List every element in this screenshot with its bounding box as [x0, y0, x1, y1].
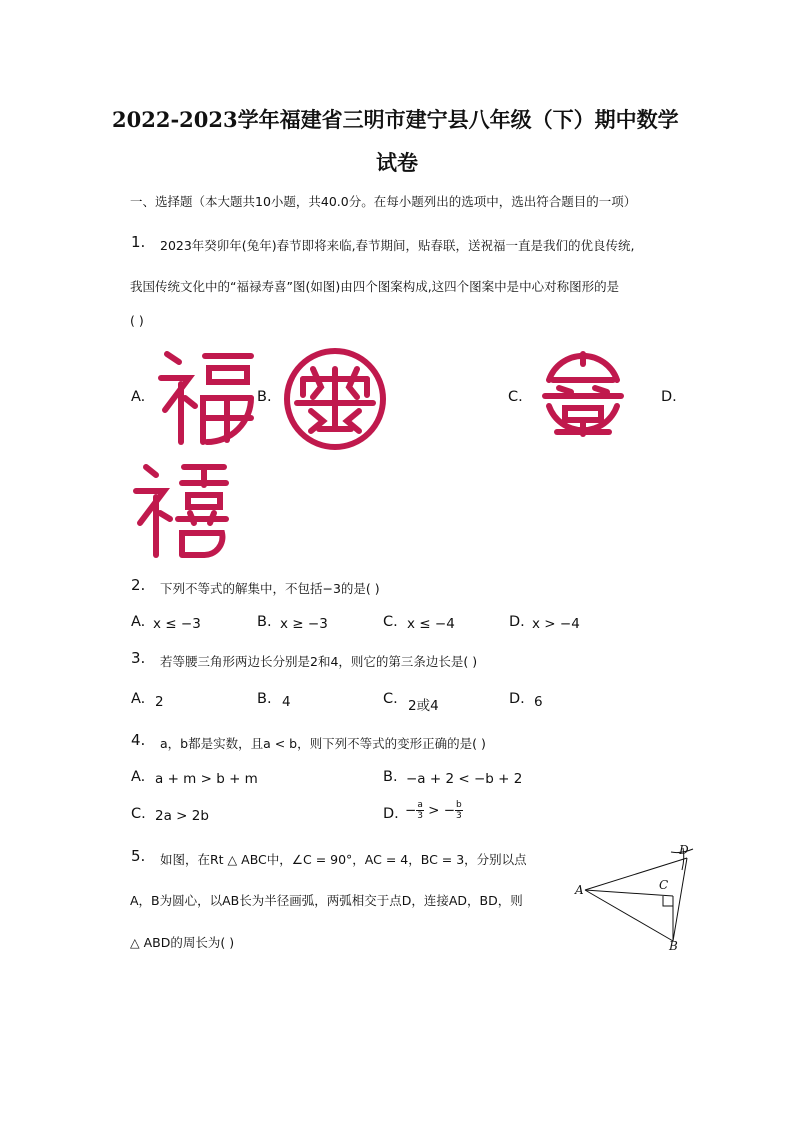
segment-ab [585, 890, 673, 941]
question-4-option-c-value: 2a > 2b [155, 808, 209, 824]
question-3-number: 3. [131, 649, 146, 667]
question-4-option-b-value: −a + 2 < −b + 2 [406, 771, 523, 787]
question-5-text-line2: A，B为圆心，以AB长为半径画弧，两弧相交于点D，连接AD，BD，则 [130, 893, 523, 908]
label-a: A [575, 883, 584, 897]
question-4-option-d-value: − $\frac{a}{3}$ > − $\frac{b}{3}$ [405, 800, 462, 821]
page-title-line2: 试卷 [376, 150, 418, 175]
fu-character-icon [155, 348, 255, 448]
xi-character-icon [132, 461, 226, 559]
question-5-text-line3: △ ABD的周长为( ) [130, 935, 235, 950]
question-3-option-c-label: C. [383, 691, 398, 707]
question-3-option-b-value: 4 [282, 694, 291, 710]
triangle-figure [575, 840, 705, 952]
question-1-option-c-label: C. [508, 389, 523, 405]
question-3-option-c-value: 2或4 [408, 698, 439, 714]
question-2-option-b-label: B. [257, 614, 272, 630]
label-d: D [679, 843, 689, 857]
question-2-option-a-label: A. [131, 614, 146, 630]
question-4-option-a-value: a + m > b + m [155, 771, 258, 787]
segment-db [673, 858, 687, 941]
question-5-text-line1: 如图，在Rt △ ABC中，∠C = 90°，AC = 4，BC = 3，分别以点 [160, 852, 527, 867]
label-c: C [659, 878, 669, 892]
segment-ad [585, 858, 687, 890]
question-2-option-a-value: x ≤ −3 [153, 616, 201, 632]
question-3-option-a-label: A. [131, 691, 146, 707]
question-3-option-a-value: 2 [155, 694, 164, 710]
fraction-b-over-3: $\frac{b}{3}$ [456, 800, 462, 821]
question-2-option-b-value: x ≥ −3 [280, 616, 328, 632]
question-4-text: a，b都是实数，且a < b，则下列不等式的变形正确的是( ) [160, 736, 486, 751]
right-angle-mark [663, 896, 673, 906]
question-4-option-c-label: C. [131, 806, 146, 822]
question-4-number: 4. [131, 731, 146, 749]
question-3-option-d-value: 6 [534, 694, 543, 710]
question-2-option-c-value: x ≤ −4 [407, 616, 455, 632]
question-3-text: 若等腰三角形两边长分别是2和4，则它的第三条边长是( ) [160, 654, 478, 669]
question-4-option-b-label: B. [383, 769, 398, 785]
question-3-option-b-label: B. [257, 691, 272, 707]
question-5-number: 5. [131, 847, 146, 865]
question-1-text-line3: ( ) [130, 313, 144, 328]
question-1-text-line1: 2023年癸卯年(兔年)春节即将来临,春节期间，贴春联，送祝福一直是我们的优良传统, [160, 238, 635, 253]
shou-character-icon [535, 350, 631, 446]
question-2-option-c-label: C. [383, 614, 398, 630]
question-4-option-a-label: A. [131, 769, 146, 785]
label-b: B [669, 939, 678, 953]
question-2-option-d-value: x > −4 [532, 616, 580, 632]
lu-character-icon [283, 347, 387, 451]
question-1-number: 1. [131, 233, 146, 251]
page-title-line1: 2022-2023学年福建省三明市建宁县八年级（下）期中数学 [112, 107, 679, 132]
question-2-text: 下列不等式的解集中，不包括−3的是( ) [160, 581, 380, 596]
question-1-text-line2: 我国传统文化中的“福禄寿喜”图(如图)由四个图案构成,这四个图案中是中心对称图形的是 [130, 279, 620, 294]
section-heading: 一、选择题（本大题共10小题，共40.0分。在每小题列出的选项中，选出符合题目的一项） [130, 194, 637, 209]
question-1-option-b-label: B. [257, 389, 272, 405]
question-1-option-d-label: D. [661, 389, 677, 405]
question-1-option-a-label: A. [131, 389, 146, 405]
question-2-number: 2. [131, 576, 146, 594]
question-2-option-d-label: D. [509, 614, 525, 630]
question-4-option-d-label: D. [383, 806, 399, 822]
question-3-option-d-label: D. [509, 691, 525, 707]
fraction-a-over-3: $\frac{a}{3}$ [417, 800, 423, 821]
